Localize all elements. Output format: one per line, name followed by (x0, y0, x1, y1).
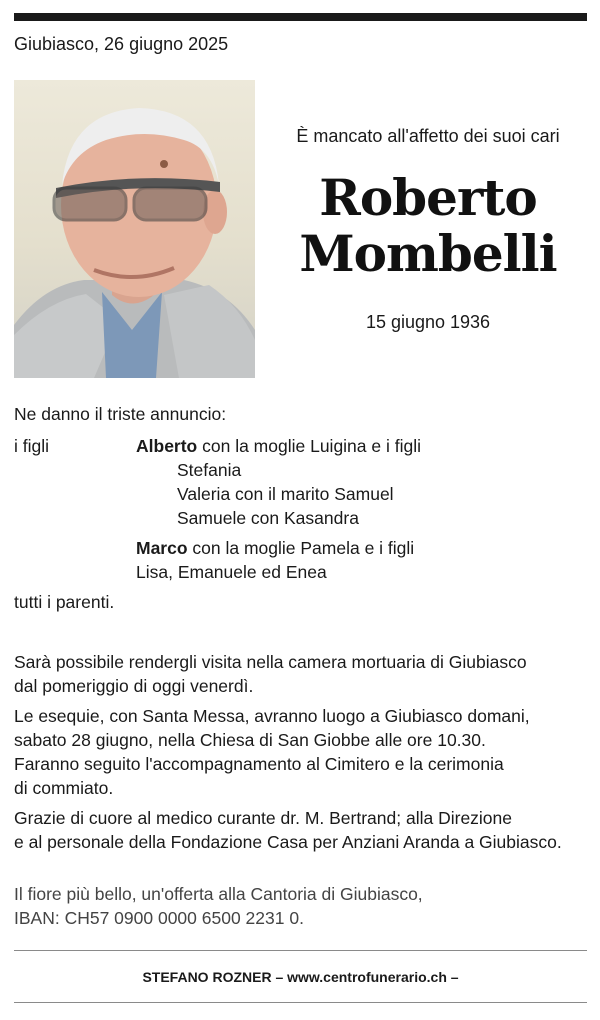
funeral-home-credit: STEFANO ROZNER – www.centrofunerario.ch – (142, 969, 459, 985)
portrait-photo (14, 80, 255, 378)
grandchild-line: Valeria con il marito Samuel (177, 484, 394, 504)
donation-paragraph (14, 882, 589, 930)
paragraph-line: sabato 28 giugno, nella Chiesa di San Giobbe alle ore 10.30. (14, 730, 486, 750)
paragraph-line: di commiato. (14, 778, 114, 798)
announcement-heading: Ne danno il triste annuncio: (14, 404, 227, 424)
son-name-marco: Marco (136, 538, 188, 558)
footer-top-rule (14, 950, 587, 951)
relatives-line: tutti i parenti. (14, 592, 115, 612)
portrait-illustration (14, 80, 255, 378)
funeral-paragraph (14, 704, 589, 800)
iban-line: IBAN: CH57 0900 0000 6500 2231 0. (14, 908, 304, 928)
paragraph-line: Il fiore più bello, un'offerta alla Cantoria di Giubiasco, (14, 884, 423, 904)
visit-paragraph (14, 650, 589, 698)
top-bar (14, 13, 587, 21)
birth-date: 15 giugno 1936 (365, 312, 491, 332)
paragraph-line: Sarà possibile rendergli visita nella camera mortuaria di Giubiasco (14, 652, 527, 672)
grandchildren-line: Lisa, Emanuele ed Enea (136, 562, 327, 582)
place-date: Giubiasco, 26 giugno 2025 (14, 34, 229, 54)
family-line-1 (136, 436, 421, 457)
son-name-alberto: Alberto (136, 436, 198, 456)
deceased-last-name: Mombelli (299, 224, 557, 283)
thanks-paragraph (14, 806, 589, 854)
deceased-first-name: Roberto (319, 168, 537, 227)
deceased-name (270, 170, 586, 282)
paragraph-line: Faranno seguito l'accompagnamento al Cimitero e la cerimonia (14, 754, 504, 774)
family-1-description: con la moglie Luigina e i figli (197, 436, 421, 456)
family-line-2 (136, 538, 414, 559)
paragraph-line: dal pomeriggio di oggi venerdì. (14, 676, 254, 696)
grandchild-line: Stefania (177, 460, 242, 480)
footer-bottom-rule (14, 1002, 587, 1003)
children-label: i figli (14, 436, 50, 456)
paragraph-line: Grazie di cuore al medico curante dr. M. Bertrand; alla Direzione (14, 808, 513, 828)
intro-text: È mancato all'affetto dei suoi cari (296, 126, 560, 146)
paragraph-line: Le esequie, con Santa Messa, avranno luogo a Giubiasco domani, (14, 706, 530, 726)
paragraph-line: e al personale della Fondazione Casa per Anziani Aranda a Giubiasco. (14, 832, 562, 852)
family-2-description: con la moglie Pamela e i figli (187, 538, 415, 558)
grandchild-line: Samuele con Kasandra (177, 508, 359, 528)
